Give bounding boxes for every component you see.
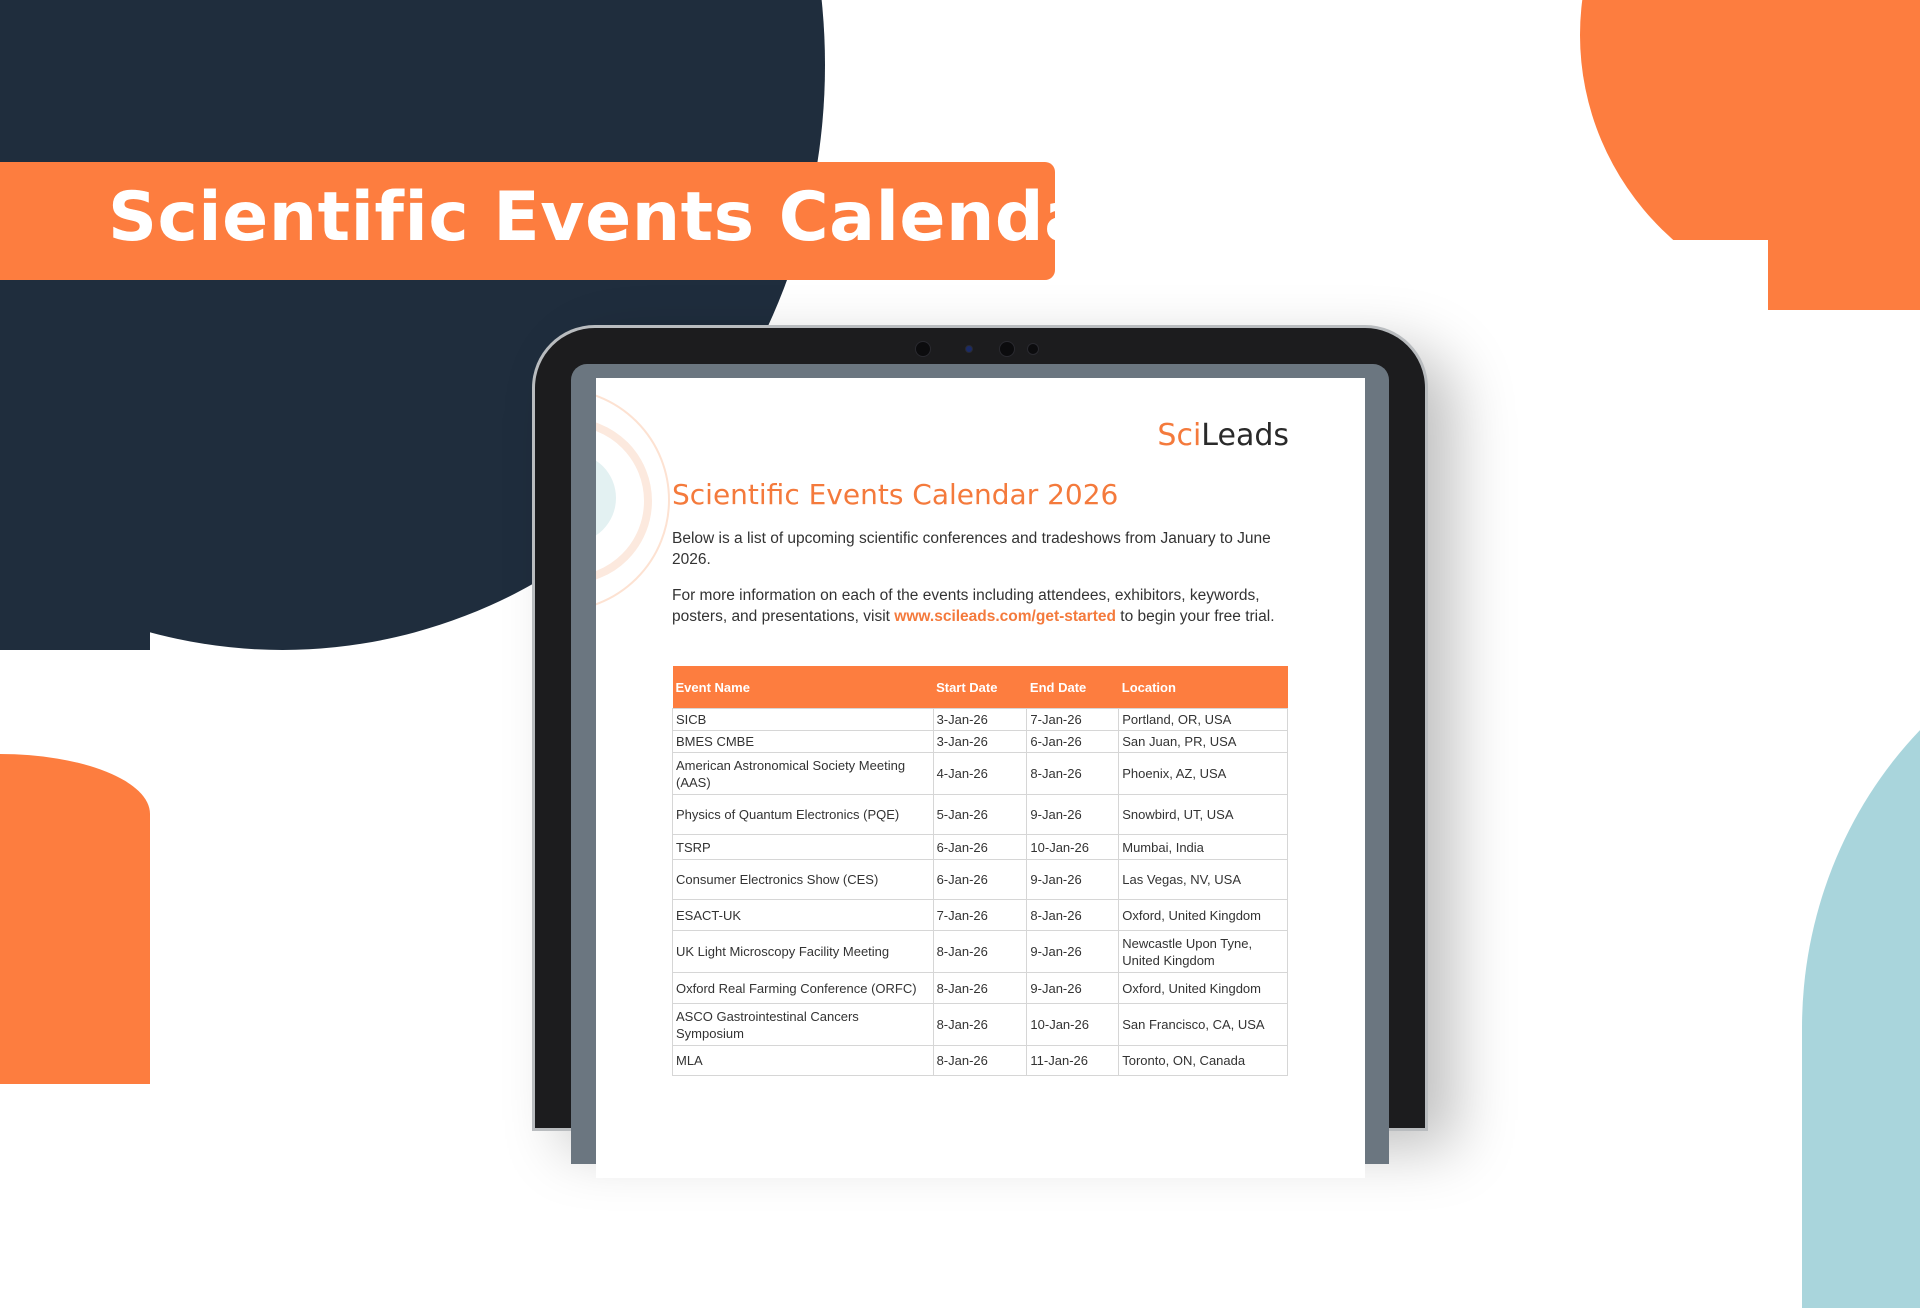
- camera-lens-icon: [999, 341, 1015, 357]
- end-date-cell: 9-Jan-26: [1027, 860, 1119, 900]
- end-date-cell: 9-Jan-26: [1027, 795, 1119, 835]
- table-row: [673, 731, 1288, 753]
- location-cell: Oxford, United Kingdom: [1119, 973, 1288, 1004]
- table-row: [673, 1004, 1288, 1046]
- start-date-cell: 3-Jan-26: [933, 731, 1027, 753]
- table-row: [673, 931, 1288, 973]
- event-name-cell: UK Light Microscopy Facility Meeting: [673, 931, 934, 973]
- location-cell: Phoenix, AZ, USA: [1119, 753, 1288, 795]
- document-page[interactable]: [596, 378, 1365, 1178]
- location-cell: Portland, OR, USA: [1119, 709, 1288, 731]
- event-name-cell: TSRP: [673, 835, 934, 860]
- end-date-cell: 8-Jan-26: [1027, 900, 1119, 931]
- start-date-cell: 7-Jan-26: [933, 900, 1027, 931]
- event-name-cell: Physics of Quantum Electronics (PQE): [673, 795, 934, 835]
- end-date-cell: 9-Jan-26: [1027, 973, 1119, 1004]
- decorative-notch: [1580, 240, 1768, 320]
- column-header-event-name: Event Name: [673, 666, 934, 709]
- scileads-logo: SciLeads: [1157, 418, 1289, 453]
- event-name-cell: MLA: [673, 1046, 934, 1076]
- table-row: [673, 795, 1288, 835]
- table-row: [673, 709, 1288, 731]
- table-row: [673, 900, 1288, 931]
- end-date-cell: 6-Jan-26: [1027, 731, 1119, 753]
- location-cell: Snowbird, UT, USA: [1119, 795, 1288, 835]
- start-date-cell: 3-Jan-26: [933, 709, 1027, 731]
- start-date-cell: 4-Jan-26: [933, 753, 1027, 795]
- blue-decorative-shape: [1802, 608, 1920, 1308]
- table-row: [673, 860, 1288, 900]
- event-name-cell: American Astronomical Society Meeting (AAS): [673, 753, 934, 795]
- get-started-link[interactable]: www.scileads.com/get-started: [894, 608, 1116, 625]
- end-date-cell: 10-Jan-26: [1027, 1004, 1119, 1046]
- start-date-cell: 8-Jan-26: [933, 931, 1027, 973]
- event-name-cell: BMES CMBE: [673, 731, 934, 753]
- event-name-cell: Consumer Electronics Show (CES): [673, 860, 934, 900]
- events-table: [672, 666, 1288, 1076]
- intro-paragraph: Below is a list of upcoming scientific conferences and tradeshows from January to June 2026.: [672, 530, 1271, 568]
- location-cell: Newcastle Upon Tyne, United Kingdom: [1119, 931, 1288, 973]
- table-row: [673, 1046, 1288, 1076]
- end-date-cell: 8-Jan-26: [1027, 753, 1119, 795]
- location-cell: San Francisco, CA, USA: [1119, 1004, 1288, 1046]
- table-header-row: [673, 666, 1288, 709]
- start-date-cell: 8-Jan-26: [933, 973, 1027, 1004]
- tablet-device: [535, 328, 1425, 1128]
- end-date-cell: 11-Jan-26: [1027, 1046, 1119, 1076]
- orange-decorative-shape-left: [0, 754, 150, 1084]
- table-row: [673, 835, 1288, 860]
- event-name-cell: ASCO Gastrointestinal Cancers Symposium: [673, 1004, 934, 1046]
- location-cell: Las Vegas, NV, USA: [1119, 860, 1288, 900]
- start-date-cell: 8-Jan-26: [933, 1046, 1027, 1076]
- sensor-icon: [1027, 343, 1039, 355]
- page-title: Scientific Events Calendar: [108, 178, 1125, 257]
- end-date-cell: 7-Jan-26: [1027, 709, 1119, 731]
- start-date-cell: 6-Jan-26: [933, 835, 1027, 860]
- column-header-start-date: Start Date: [933, 666, 1027, 709]
- camera-lens-icon: [915, 341, 931, 357]
- location-cell: Toronto, ON, Canada: [1119, 1046, 1288, 1076]
- orange-decorative-block: [1768, 240, 1920, 310]
- event-name-cell: ESACT-UK: [673, 900, 934, 931]
- start-date-cell: 6-Jan-26: [933, 860, 1027, 900]
- document-title: Scientific Events Calendar 2026: [672, 478, 1119, 511]
- location-cell: Mumbai, India: [1119, 835, 1288, 860]
- table-row: [673, 753, 1288, 795]
- start-date-cell: 5-Jan-26: [933, 795, 1027, 835]
- event-name-cell: Oxford Real Farming Conference (ORFC): [673, 973, 934, 1004]
- start-date-cell: 8-Jan-26: [933, 1004, 1027, 1046]
- location-cell: San Juan, PR, USA: [1119, 731, 1288, 753]
- end-date-cell: 10-Jan-26: [1027, 835, 1119, 860]
- column-header-end-date: End Date: [1027, 666, 1119, 709]
- dark-decorative-bar: [0, 0, 150, 650]
- tablet-screen: [571, 364, 1389, 1164]
- end-date-cell: 9-Jan-26: [1027, 931, 1119, 973]
- tablet-camera-bar: [915, 338, 1055, 358]
- info-paragraph: For more information on each of the events including attendees, exhibitors, keywords, posters, and presentations, visit www.scileads.com/get-started to begin your free trial.: [672, 587, 1275, 625]
- location-cell: Oxford, United Kingdom: [1119, 900, 1288, 931]
- column-header-location: Location: [1119, 666, 1288, 709]
- event-name-cell: SICB: [673, 709, 934, 731]
- sensor-icon: [965, 345, 973, 353]
- table-row: [673, 973, 1288, 1004]
